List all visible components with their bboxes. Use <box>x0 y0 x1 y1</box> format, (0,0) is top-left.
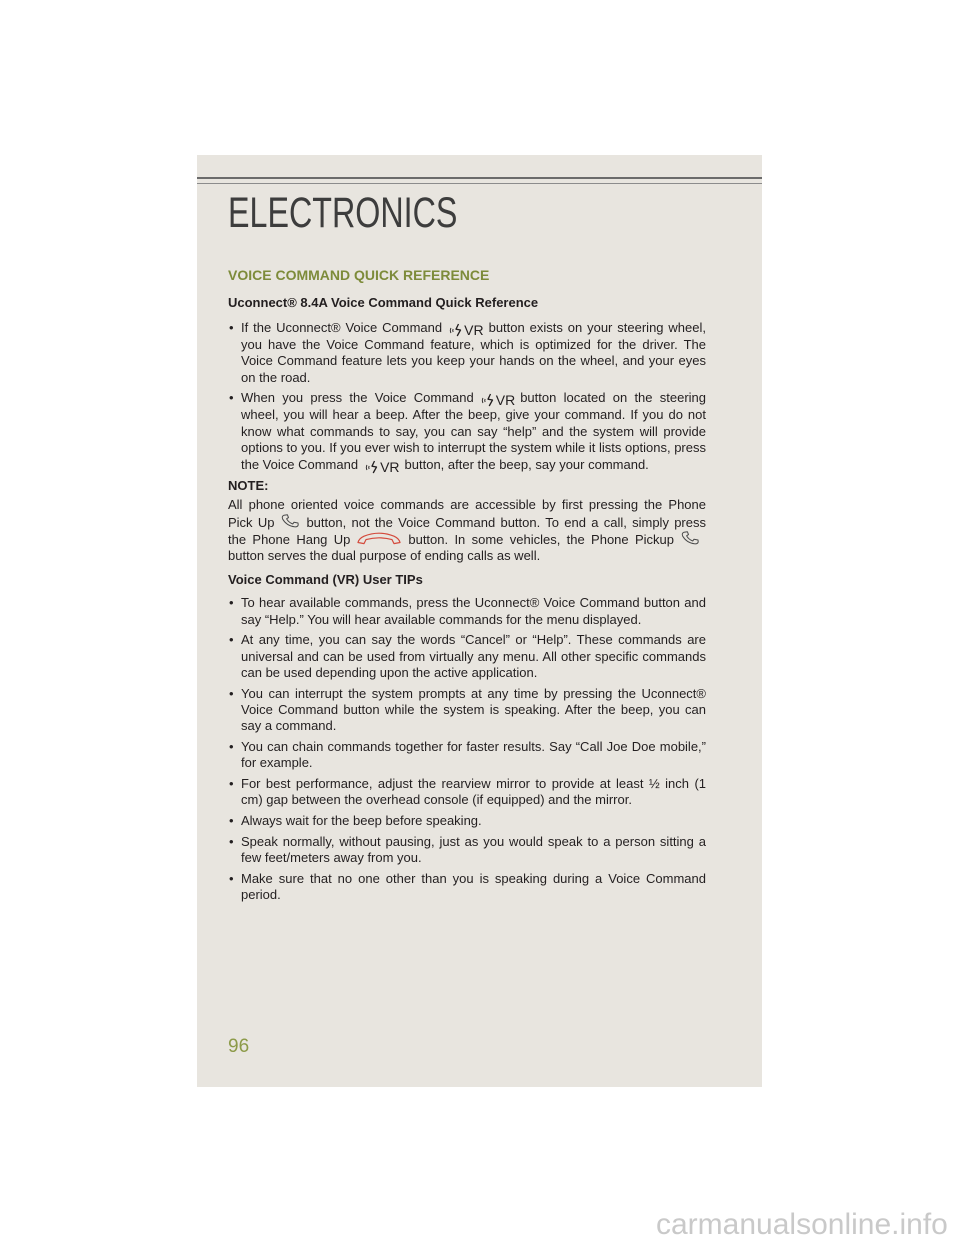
chapter-title: ELECTRONICS <box>228 189 458 237</box>
list-item: • At any time, you can say the words “Cancel” or “Help”. These commands are universal and can be used from virtually any menu. All other specific commands can be used depending upon the active application. <box>228 632 706 681</box>
list-item <box>228 320 706 386</box>
bullet-text: When you press the Voice Command <box>241 390 474 406</box>
vr-icon-label: VR <box>380 458 400 475</box>
list-item: • Speak normally, without pausing, just as you would speak to a person sitting a few feet/meters away from you. <box>228 834 706 867</box>
page-content <box>228 266 706 908</box>
page-number: 96 <box>228 1036 250 1057</box>
watermark: carmanualsonline.info <box>656 1208 948 1241</box>
list-item: • You can interrupt the system prompts at any time by pressing the Uconnect® Voice Command button while the system is speaking. After the beep, you can say a command. <box>228 686 706 735</box>
section-heading: VOICE COMMAND QUICK REFERENCE <box>228 267 490 283</box>
voice-command-vr-icon <box>448 323 483 337</box>
note-label: NOTE: <box>228 477 269 493</box>
note-text: All phone oriented voice commands are accessible by first pressing the Phone Pick Up <box>228 497 706 530</box>
vr-icon-label: VR <box>464 322 484 338</box>
voice-command-vr-icon <box>480 393 515 407</box>
note-text: button, not the Voice Command button. To end a call, simply press the Phone Hang Up <box>228 514 706 548</box>
phone-pickup-icon <box>680 531 700 545</box>
list-item: • You can chain commands together for faster results. Say “Call Joe Doe mobile,” for example. <box>228 739 706 772</box>
header-rule-thin <box>197 183 762 184</box>
bullet-text: If the Uconnect® Voice Command <box>241 320 443 335</box>
list-item: • Always wait for the beep before speaking. <box>228 813 706 829</box>
tips-bullet-list <box>228 595 706 903</box>
intro-bullet-list <box>228 320 706 474</box>
bullet-text: button located on the steering wheel, you will hear a beep. After the beep, give your command. If you do not know what commands to say, you can say “help” and the system will provide options to you. If you ever wish to interrupt the system while it lists options, press the Voice Command <box>241 390 707 472</box>
list-item: • Make sure that no one other than you is speaking during a Voice Command period. <box>228 871 706 904</box>
manual-page <box>197 155 762 1087</box>
list-item: • To hear available commands, press the Uconnect® Voice Command button and say “Help.” You will hear available commands for the menu displayed. <box>228 595 706 628</box>
phone-hangup-icon <box>356 531 402 545</box>
list-item: • For best performance, adjust the rearview mirror to provide at least ½ inch (1 cm) gap between the overhead console (if equipped) and the mirror. <box>228 776 706 809</box>
bullet-text: button, after the beep, say your command. <box>404 456 649 472</box>
voice-command-vr-icon <box>364 460 399 474</box>
note-text: button. In some vehicles, the Phone Pickup <box>408 532 674 548</box>
vr-icon-label: VR <box>495 392 516 409</box>
header-rule-thick <box>197 177 762 179</box>
phone-pickup-icon <box>280 514 300 528</box>
section-subheading: Uconnect® 8.4A Voice Command Quick Reference <box>228 295 539 310</box>
tips-heading: Voice Command (VR) User TIPs <box>228 572 423 588</box>
bullet-text: button exists on your steering wheel, you have the Voice Command feature, which is optimized for the driver. The Voice Command feature lets you keep your hands on the wheel, and your eyes on the road. <box>241 320 707 385</box>
note-paragraph <box>228 497 706 565</box>
note-text: button serves the dual purpose of ending calls as well. <box>228 548 541 564</box>
list-item <box>228 390 706 473</box>
